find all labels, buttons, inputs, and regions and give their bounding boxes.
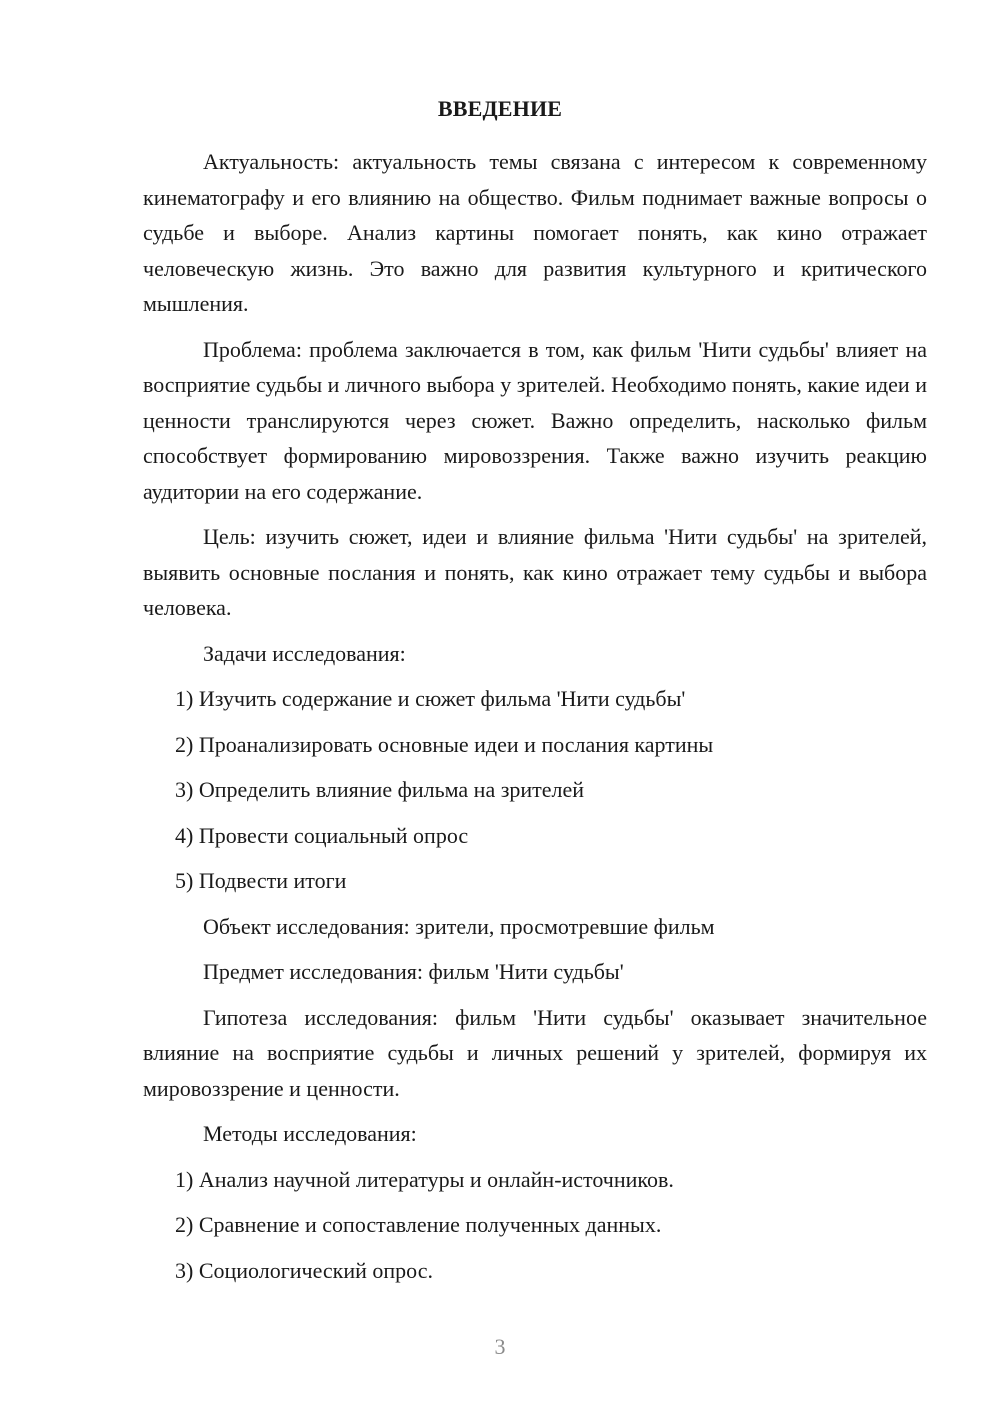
- list-item: 1) Анализ научной литературы и онлайн-источников.: [175, 1166, 674, 1192]
- tasks-list: [143, 681, 927, 899]
- list-item: 5) Подвести итоги: [175, 868, 347, 893]
- list-item: 2) Проанализировать основные идеи и послания картины: [175, 731, 714, 757]
- methods-list: [143, 1162, 927, 1289]
- hypothesis-paragraph: Гипотеза исследования: фильм 'Нити судьбы' оказывает значительное влияние на восприятие судьбы и личных решений у зрителей, формируя их мировоззрение и ценности.: [143, 1004, 927, 1101]
- document-body: [143, 144, 927, 1298]
- list-item: 3) Социологический опрос.: [175, 1257, 433, 1283]
- subject-line: Предмет исследования: фильм 'Нити судьбы': [203, 959, 624, 984]
- list-item: 3) Определить влияние фильма на зрителей: [175, 777, 585, 802]
- page-title: ВВЕДЕНИЕ: [437, 96, 563, 121]
- goal-paragraph: Цель: изучить сюжет, идеи и влияние фильма 'Нити судьбы' на зрителей, выявить основные послания и понять, как кино отражает тему судьбы и выбора человека.: [143, 524, 927, 620]
- problem-paragraph: Проблема: проблема заключается в том, как фильм 'Нити судьбы' влияет на восприятие судьбы и личного выбора у зрителей. Необходимо понять, какие идеи и ценности транслируются через сюжет. Важно определить, насколько фильм способствует формированию мировоззрения. Также важно изучить реакцию аудитории на его содержание.: [143, 336, 927, 504]
- relevance-paragraph: Актуальность: актуальность темы связана с интересом к современному кинематографу и его влиянию на общество. Фильм поднимает важные вопросы о судьбе и выборе. Анализ картины помогает понять, как кино отражает человеческую жизнь. Это важно для развития культурного и критического мышления.: [143, 149, 927, 316]
- tasks-heading: Задачи исследования:: [203, 640, 406, 666]
- methods-heading: Методы исследования:: [203, 1121, 417, 1146]
- page-number: 3: [494, 1334, 506, 1359]
- object-line: Объект исследования: зрители, просмотревшие фильм: [203, 913, 715, 939]
- list-item: 4) Провести социальный опрос: [175, 822, 469, 848]
- list-item: 2) Сравнение и сопоставление полученных данных.: [175, 1212, 662, 1237]
- list-item: 1) Изучить содержание и сюжет фильма 'Нити судьбы': [175, 686, 686, 711]
